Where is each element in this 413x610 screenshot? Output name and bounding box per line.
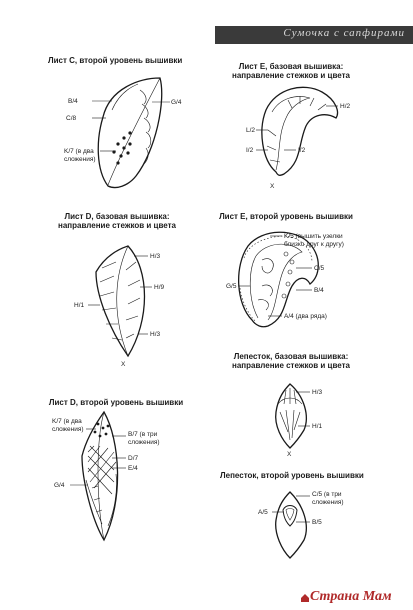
- label-h3: H/3: [312, 389, 323, 396]
- house-icon: [300, 593, 310, 603]
- watermark-text: Страна Мам: [310, 589, 392, 604]
- label-a5: A/5: [258, 509, 268, 516]
- label-c5: C/5: [314, 265, 325, 272]
- leaf-c-level2-drawing: [92, 78, 170, 188]
- leaf-e-base-drawing: [256, 87, 338, 175]
- label-k7-cont: сложения): [64, 156, 96, 163]
- label-h1: H/1: [312, 423, 323, 430]
- leaf-c-level2-title: Лист C, второй уровень вышивки: [48, 56, 183, 65]
- label-g4: G/4: [54, 482, 65, 489]
- running-title: Сумочка с сапфирами: [283, 27, 405, 39]
- label-k7: K/7 (в два: [64, 148, 94, 155]
- label-b5: B/5: [312, 519, 322, 526]
- label-k7-cont: сложения): [52, 426, 84, 433]
- petal-base-drawing: [276, 384, 310, 448]
- label-g4: G/4: [171, 99, 182, 106]
- label-c8: C/8: [66, 115, 77, 122]
- label-b4: B/4: [68, 98, 78, 105]
- petal-level2-title: Лепесток, второй уровень вышивки: [220, 471, 364, 480]
- label-x: X: [270, 183, 275, 190]
- label-a4: A/4 (два ряда): [284, 313, 327, 320]
- label-l2: L/2: [246, 127, 256, 134]
- leaf-e-level2-title: Лист E, второй уровень вышивки: [219, 212, 353, 221]
- label-x: X: [121, 361, 126, 368]
- label-d7: D/7: [128, 455, 139, 462]
- label-b4: B/4: [314, 287, 324, 294]
- petal-level2-drawing: [272, 492, 310, 558]
- label-c5: C/5 (в три: [312, 491, 342, 498]
- label-e4: E/4: [128, 465, 138, 472]
- label-h3-top: H/3: [150, 253, 161, 260]
- leaf-d-base-title: Лист D, базовая вышивка:: [64, 212, 170, 221]
- leaf-d-level2-title: Лист D, второй уровень вышивки: [48, 398, 184, 407]
- label-g5: G/5: [226, 283, 237, 290]
- petal-base-subtitle: направление стежков и цвета: [232, 361, 350, 370]
- label-h9: H/9: [154, 284, 165, 291]
- leaf-e-base-title: Лист E, базовая вышивка:: [238, 62, 344, 71]
- petal-base-title: Лепесток, базовая вышивка:: [233, 352, 349, 361]
- label-i2-left: I/2: [246, 147, 254, 154]
- label-x: X: [287, 451, 292, 458]
- leaf-d-base-subtitle: направление стежков и цвета: [58, 221, 176, 230]
- label-k5: K/5 (вышить узелки: [284, 233, 343, 240]
- label-b7: B/7 (в три: [128, 431, 158, 438]
- label-b7-cont: сложения): [128, 439, 160, 446]
- label-h3-bottom: H/3: [150, 331, 161, 338]
- leaf-d-base-drawing: [88, 246, 152, 356]
- site-watermark: [300, 588, 413, 610]
- label-k7: K/7 (в два: [52, 418, 82, 425]
- label-k5-cont: близко друг к другу): [284, 241, 344, 248]
- leaf-e-base-subtitle: направление стежков и цвета: [232, 71, 350, 80]
- label-i2-right: I/2: [298, 147, 306, 154]
- label-h1: H/1: [74, 302, 85, 309]
- label-c5-cont: сложения): [312, 499, 344, 506]
- label-h2: H/2: [340, 103, 351, 110]
